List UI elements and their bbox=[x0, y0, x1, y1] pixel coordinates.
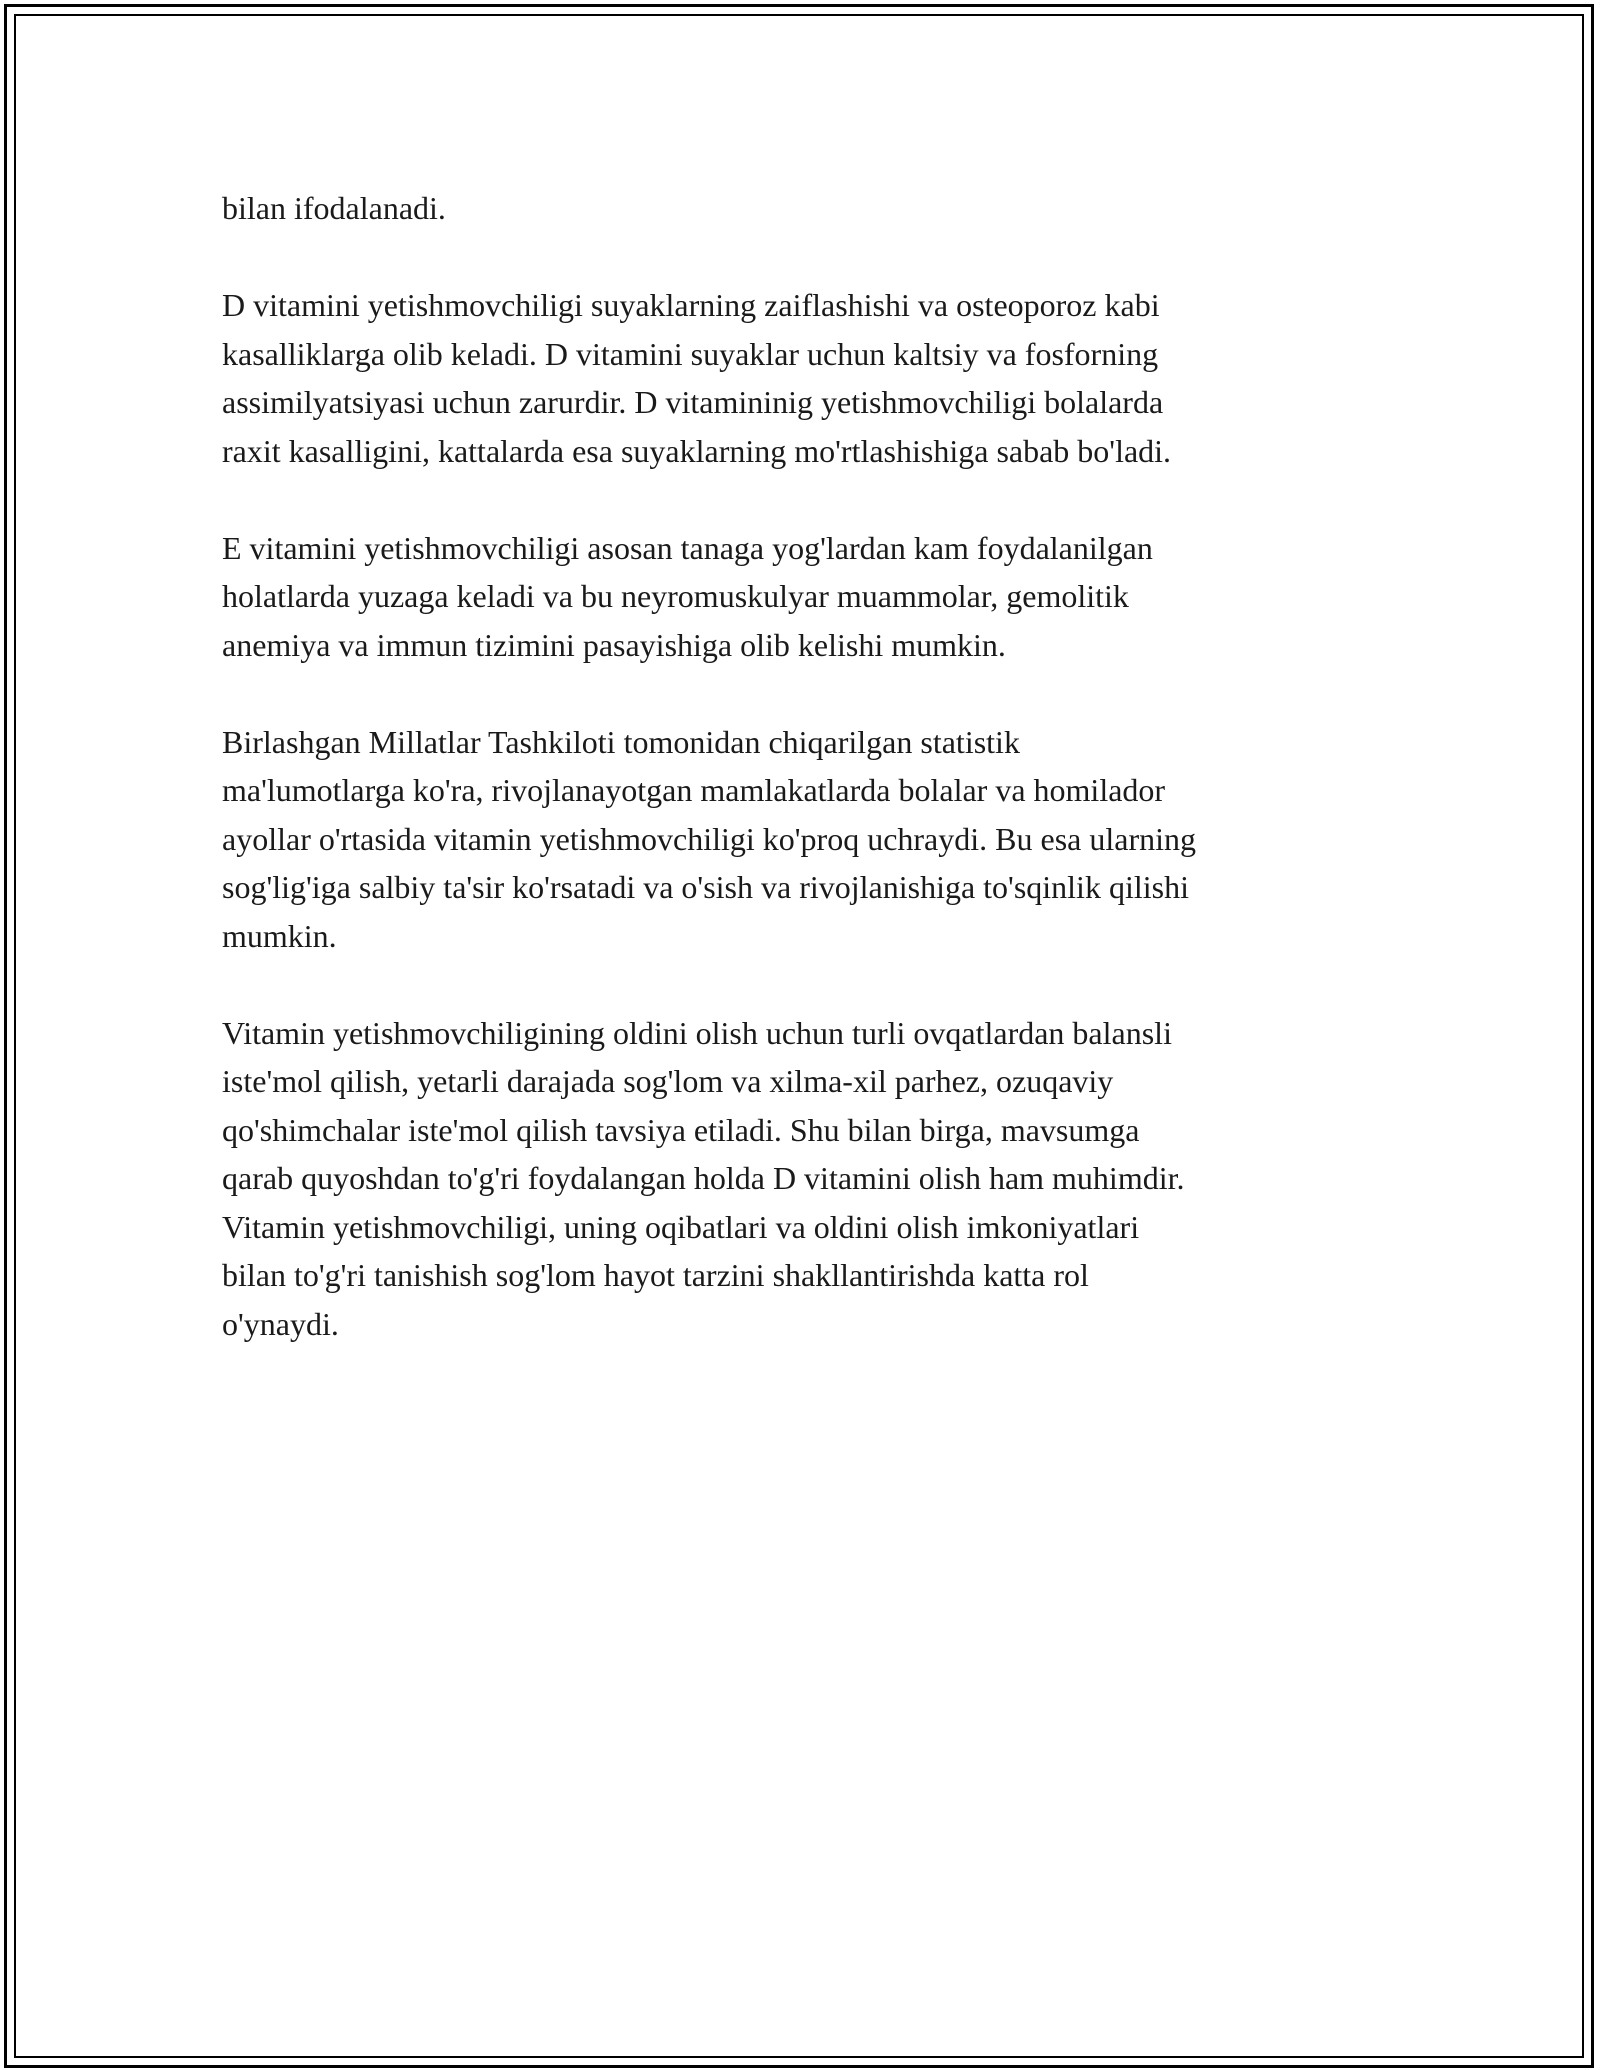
paragraph-un-statistics: Birlashgan Millatlar Tashkiloti tomonidan chiqarilgan statistik ma'lumotlarga ko'ra, rivojlanayotgan mamlakatlarda bolalar va homilador ayollar o'rtasida vitamin yetishmovchiligi ko'proq uchraydi. Bu esa ularning sog'lig'iga salbiy ta'sir ko'rsatadi va o'sish va rivojlanishiga to'sqinlik qilishi mumkin. bbox=[222, 723, 1196, 954]
paragraph-prevention: Vitamin yetishmovchiligining oldini olish uchun turli ovqatlardan balansli iste'mol qilish, yetarli darajada sog'lom va xilma-xil parhez, ozuqaviy qo'shimchalar iste'mol qilish tavsiya etiladi. Shu bilan birga, mavsumga qarab quyoshdan to'g'ri foydalangan holda D vitamini olish ham muhimdir. Vitamin yetishmovchiligi, uning oqibatlari va oldini olish imkoniyatlari bilan to'g'ri tanishish sog'lom hayot tarzini shakllantirishda katta rol o'ynaydi. bbox=[222, 1014, 1185, 1342]
document-body bbox=[222, 184, 1372, 1397]
paragraph-vitamin-e: E vitamini yetishmovchiligi asosan tanaga yog'lardan kam foydalanilgan holatlarda yuzaga keladi va bu neyromuskulyar muammolar, gemolitik anemiya va immun tizimini pasayishiga olib kelishi mumkin. bbox=[222, 529, 1153, 663]
paragraph-vitamin-d: D vitamini yetishmovchiligi suyaklarning zaiflashishi va osteoporoz kabi kasalliklarga olib keladi. D vitamini suyaklar uchun kaltsiy va fosforning assimilyatsiyasi uchun zarurdir. D vitamininig yetishmovchiligi bolalarda raxit kasalligini, kattalarda esa suyaklarning mo'rtlashishiga sabab bo'ladi. bbox=[222, 287, 1172, 469]
paragraph-continuation: bilan ifodalanadi. bbox=[222, 190, 446, 226]
